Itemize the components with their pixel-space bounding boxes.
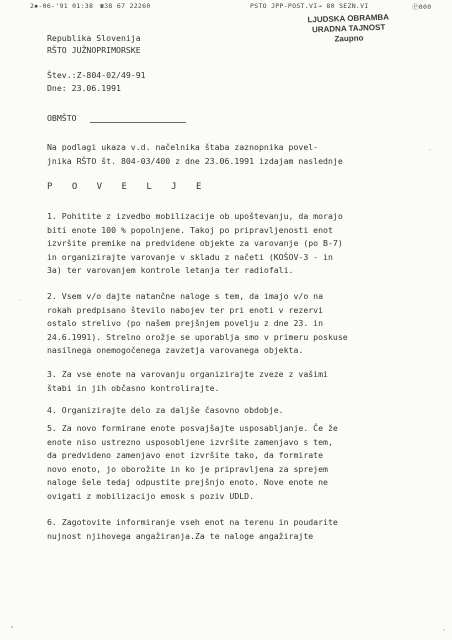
order-item-6 bbox=[47, 516, 392, 543]
reference-number: Štev.:Z-804-02/49-91 bbox=[47, 70, 146, 80]
fax-phone-number: ☎38 67 22260 bbox=[100, 2, 151, 10]
item-line: 4. Organizirajte delo za daljše časovno obdobje. bbox=[47, 405, 284, 415]
intro-line-2: jnika RŠTO št. 804-03/400 z dne 23.06.1991 izdajam naslednje bbox=[47, 155, 343, 166]
item-line: ostalo strelivo (po našem prejšnjem povelju z dne 23. in bbox=[47, 318, 324, 328]
intro-paragraph bbox=[47, 141, 392, 168]
item-line: in organizirajte varovanje v skladu z načeti (KOŠOV-3 - in bbox=[47, 251, 333, 262]
classification-stamp bbox=[305, 13, 393, 66]
item-line: 2. Vsem v/o dajte natančne naloge s tem, da imajo v/o na bbox=[47, 291, 324, 301]
fax-page-number: Ⓟ000 bbox=[412, 3, 432, 11]
stamp-line-2: URADNA TAJNOST bbox=[311, 22, 386, 35]
item-line: 3a) ter varovanjem kontrole letanja ter radiofali. bbox=[47, 265, 294, 275]
item-line: novo enoto, jo oborožite in ko je pripravljena za sprejem bbox=[47, 463, 328, 474]
fax-recipient-id: → 80 SEZN.VI bbox=[318, 2, 369, 10]
item-line: enote niso ustrezno usposobljene izvršite zamenjavo s tem, bbox=[47, 436, 333, 447]
item-line: 24.6.1991). Strelno orožje se uporablja smo v primeru poskuse bbox=[47, 331, 348, 342]
item-line: 5. Za novo formirane enote posvajšajte usposabljanje. Če že bbox=[47, 423, 338, 433]
order-heading: P O V E L J E bbox=[47, 182, 209, 192]
order-item-3 bbox=[47, 368, 392, 395]
item-line: nasilnega onemogočenega zavzetja varovanega objekta. bbox=[47, 345, 304, 355]
stamp-line-3: Zaupno bbox=[334, 33, 364, 44]
recipient-underline bbox=[90, 114, 186, 123]
order-item-1 bbox=[47, 210, 392, 278]
item-line: izvršite premike na predvidene objekte za varovanje (po B-7) bbox=[47, 238, 343, 248]
order-item-2 bbox=[47, 290, 392, 358]
letterhead-unit: RŠTO JUŽNOPRIMORSKE bbox=[47, 45, 141, 55]
order-item-5 bbox=[47, 422, 392, 503]
recipient-label: OBMŠTO bbox=[47, 113, 77, 123]
item-line: biti enote 100 % popolnjene. Takoj po pripravljenosti enot bbox=[47, 224, 333, 235]
order-item-4 bbox=[47, 404, 392, 418]
item-line: 3. Za vse enote na varovanju organizirajte zveze z vašimi bbox=[47, 369, 328, 379]
document-date: Dne: 23.06.1991 bbox=[47, 83, 121, 93]
fax-datetime: 2▪-06-'91 01:38 bbox=[30, 2, 94, 10]
fax-sender-id: PSTO JPP-POST.VI bbox=[250, 2, 318, 10]
item-line: 1. Pohitite z izvedbo mobilizacije ob upoštevanju, da morajo bbox=[47, 211, 343, 221]
item-line: nujnost njihovega angažiranja.Za te naloge angažirajte bbox=[47, 530, 314, 541]
item-line: da predvideno zamenjavo enot izvršite tako, da formirate bbox=[47, 450, 324, 460]
intro-line-1: Na podlagi ukaza v.d. načelnika štaba zaznopnika povel- bbox=[47, 142, 319, 152]
letterhead-republic: Republika Slovenija bbox=[47, 33, 141, 43]
item-line: naloge šele tedaj odpustite prejšnjo enoto. Nove enote ne bbox=[47, 477, 328, 487]
item-line: ovigati z mobilizacijo emosk s poziv UDLD. bbox=[47, 490, 255, 501]
item-line: štabi in jih občasno kontrolirajte. bbox=[47, 382, 220, 393]
item-line: rokah predpisano število nabojev ter pri enoti v rezervi bbox=[47, 304, 324, 315]
item-line: 6. Zagotovite informiranje vseh enot na terenu in poudarite bbox=[47, 517, 338, 527]
stamp-line-1: LJUDSKA OBRAMBA bbox=[307, 12, 390, 25]
